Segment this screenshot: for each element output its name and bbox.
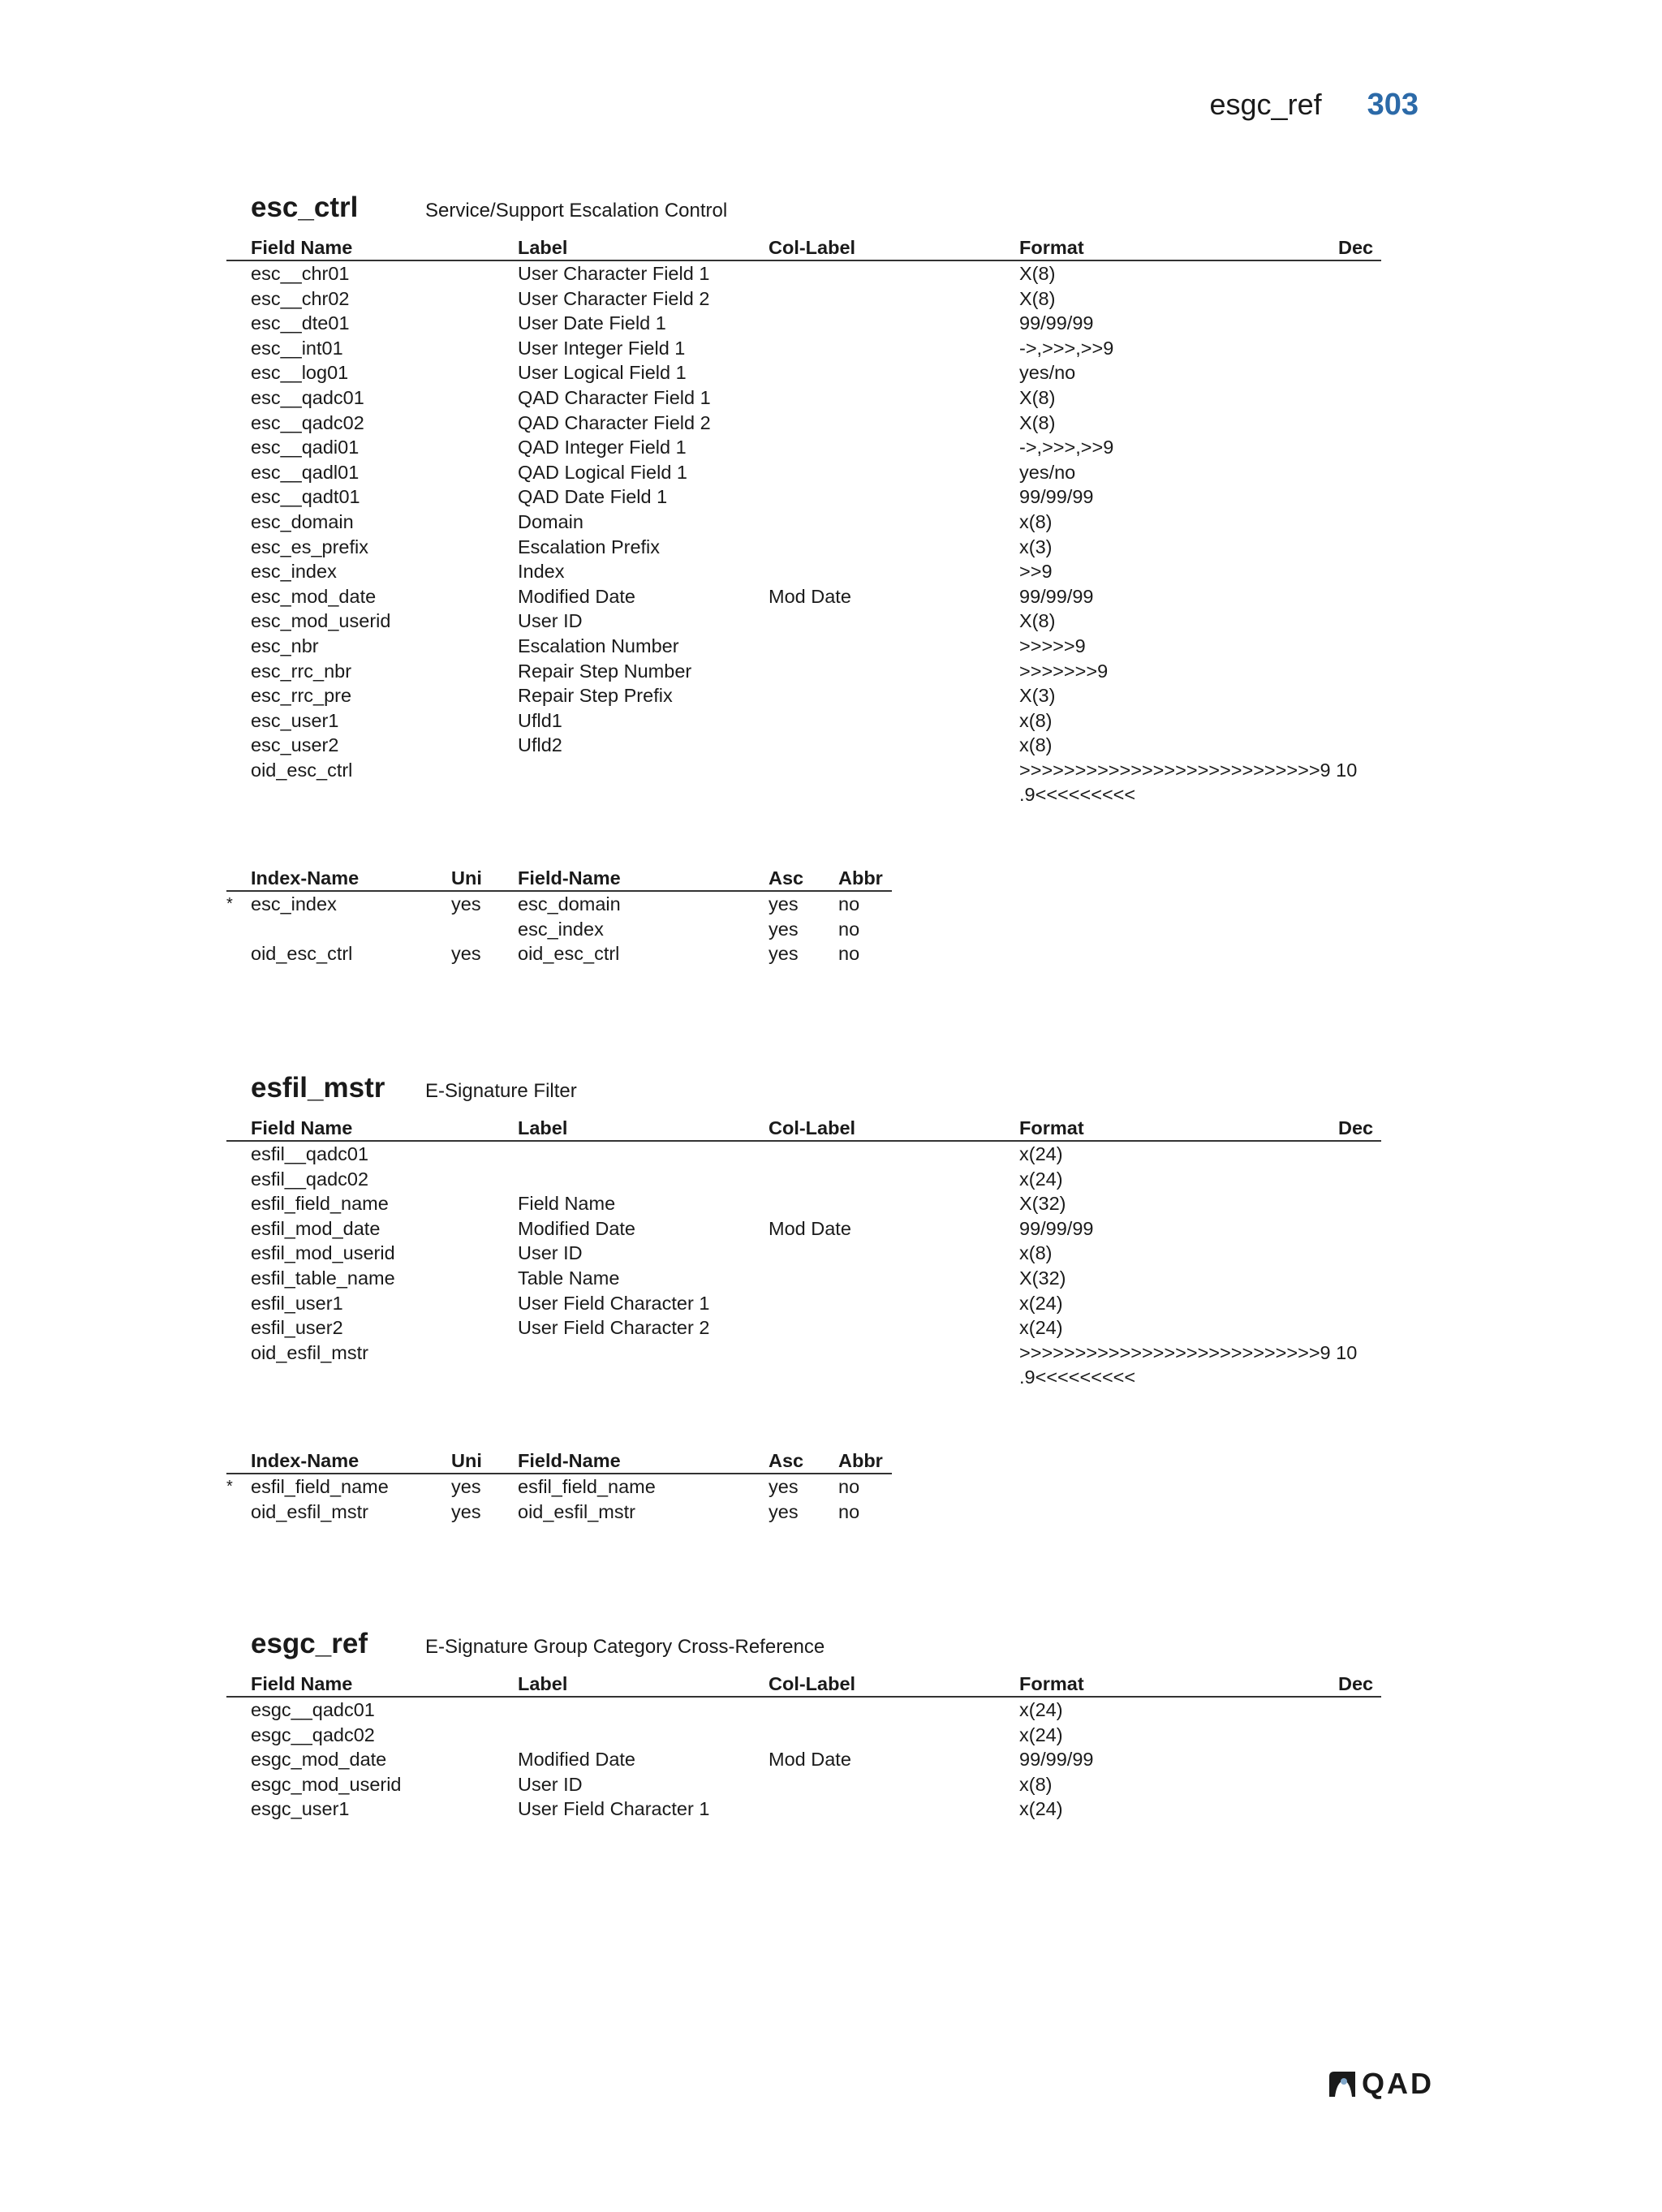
format-cell: x(8) (1019, 734, 1053, 756)
index-column-header-abbr: Abbr (838, 1449, 883, 1471)
label-cell: QAD Character Field 2 (518, 411, 711, 433)
field-name-cell: esc_user2 (251, 734, 339, 756)
index-name-cell: oid_esfil_mstr (251, 1500, 368, 1522)
label-cell: Escalation Prefix (518, 536, 661, 557)
index-table-header (226, 866, 892, 892)
label-cell: Ufld2 (518, 734, 562, 756)
table-row (226, 460, 1381, 485)
index-column-header-uni: Uni (451, 1449, 482, 1471)
index-field-cell: esfil_field_name (518, 1475, 656, 1497)
table-row (226, 758, 1381, 783)
table-row (226, 1241, 1381, 1266)
table-row (226, 1216, 1381, 1242)
field-name-cell: esc_user1 (251, 709, 339, 731)
table-heading (226, 1070, 1381, 1116)
label-cell: QAD Integer Field 1 (518, 437, 687, 458)
label-cell: User ID (518, 610, 583, 632)
index-column-header-abbr: Abbr (838, 867, 883, 889)
label-cell: User ID (518, 1773, 583, 1795)
field-name-cell: esc__qadc02 (251, 411, 364, 433)
index-name-cell: esfil_field_name (251, 1475, 389, 1497)
table-heading (226, 1626, 1381, 1672)
table-row (226, 733, 1381, 758)
label-cell: Table Name (518, 1267, 620, 1289)
field-name-cell: esc__chr01 (251, 263, 350, 284)
format-cell: X(8) (1019, 263, 1056, 284)
column-header-label: Label (518, 1117, 568, 1138)
table-row (226, 1698, 1381, 1723)
field-name-cell: esc_nbr (251, 635, 319, 656)
column-header-field-name: Field Name (251, 1673, 353, 1694)
label-cell: User Field Character 1 (518, 1292, 710, 1314)
table-row (226, 1341, 1381, 1366)
format-cell: yes/no (1019, 461, 1076, 483)
label-cell: Modified Date (518, 1217, 635, 1239)
table-row (226, 1142, 1381, 1167)
format-cell: >>>>>>>>>>>>>>>>>>>>>>>>>>>9 10 (1019, 1341, 1358, 1363)
field-name-cell: esfil_table_name (251, 1267, 395, 1289)
format-cell: .9<<<<<<<<< (1019, 784, 1136, 806)
table-row (226, 584, 1381, 609)
table-row (226, 311, 1381, 336)
label-cell: Escalation Number (518, 635, 679, 656)
index-field-cell: esc_index (518, 918, 604, 940)
index-column-header-asc: Asc (769, 867, 804, 889)
table-row (226, 385, 1381, 411)
field-table-header (226, 235, 1381, 261)
field-name-cell: esfil_mod_userid (251, 1242, 395, 1264)
format-cell: x(3) (1019, 536, 1053, 557)
table-row (226, 411, 1381, 436)
qad-logo (1328, 2068, 1434, 2100)
column-header-col-label: Col-Label (769, 1673, 856, 1694)
field-name-cell: esfil_user2 (251, 1317, 343, 1339)
table-description: Service/Support Escalation Control (425, 200, 728, 222)
label-cell: User Integer Field 1 (518, 337, 686, 359)
table-row (226, 336, 1381, 361)
ascending-cell: yes (769, 1500, 799, 1522)
index-column-header-field-name: Field-Name (518, 867, 621, 889)
format-cell: x(8) (1019, 709, 1053, 731)
abbreviated-cell: no (838, 943, 860, 965)
label-cell: User Character Field 2 (518, 287, 710, 309)
format-cell: 99/99/99 (1019, 1217, 1094, 1239)
label-cell: Modified Date (518, 1749, 635, 1771)
format-cell: X(8) (1019, 411, 1056, 433)
column-header-dec: Dec (1338, 1117, 1374, 1138)
format-cell: >>>>>>>9 (1019, 660, 1109, 682)
index-table-header (226, 1448, 892, 1474)
format-cell: >>>>>9 (1019, 635, 1086, 656)
index-table (226, 866, 892, 966)
field-name-cell: esc__int01 (251, 337, 343, 359)
index-field-cell: oid_esc_ctrl (518, 943, 620, 965)
index-name-cell: esc_index (251, 893, 337, 915)
field-name-cell: esgc__qadc02 (251, 1724, 375, 1745)
format-cell: X(8) (1019, 287, 1056, 309)
format-cell: 99/99/99 (1019, 486, 1094, 508)
ascending-cell: yes (769, 1475, 799, 1497)
field-name-cell: oid_esc_ctrl (251, 759, 353, 781)
table-row (226, 708, 1381, 734)
format-cell: X(8) (1019, 386, 1056, 408)
format-cell: X(3) (1019, 685, 1056, 707)
abbreviated-cell: no (838, 918, 860, 940)
field-name-cell: esfil__qadc01 (251, 1143, 369, 1164)
column-header-format: Format (1019, 1117, 1084, 1138)
format-cell: >>9 (1019, 561, 1053, 583)
format-cell: ->,>>>,>>9 (1019, 337, 1114, 359)
column-header-dec: Dec (1338, 237, 1374, 258)
table-description: E-Signature Filter (425, 1080, 577, 1102)
column-header-dec: Dec (1338, 1673, 1374, 1694)
label-cell: Index (518, 561, 565, 583)
table-row (226, 1167, 1381, 1192)
format-cell: x(24) (1019, 1798, 1063, 1820)
ascending-cell: yes (769, 893, 799, 915)
unique-cell: yes (451, 943, 481, 965)
label-cell: User Date Field 1 (518, 312, 666, 334)
label-cell: Ufld1 (518, 709, 562, 731)
index-row (226, 1500, 892, 1525)
index-column-header-field-name: Field-Name (518, 1449, 621, 1471)
label-cell: User Character Field 1 (518, 263, 710, 284)
index-column-header-uni: Uni (451, 867, 482, 889)
index-row (226, 941, 892, 966)
table-row (226, 484, 1381, 510)
table-row (226, 782, 1381, 807)
label-cell: QAD Date Field 1 (518, 486, 668, 508)
table-name: esc_ctrl (251, 192, 359, 223)
table-section-esfil-mstr (226, 1070, 1381, 1524)
field-name-cell: esc__log01 (251, 362, 349, 384)
table-row (226, 1191, 1381, 1216)
format-cell: x(24) (1019, 1317, 1063, 1339)
index-row (226, 917, 892, 942)
field-name-cell: esc__qadc01 (251, 386, 364, 408)
format-cell: x(24) (1019, 1699, 1063, 1720)
table-row (226, 360, 1381, 385)
field-name-cell: esgc_mod_date (251, 1749, 387, 1771)
table-row (226, 435, 1381, 460)
table-section-esc-ctrl (226, 190, 1381, 966)
format-cell: 99/99/99 (1019, 312, 1094, 334)
field-name-cell: esfil_field_name (251, 1193, 389, 1215)
primary-index-marker: * (226, 895, 233, 914)
table-row (226, 1723, 1381, 1748)
index-column-header-asc: Asc (769, 1449, 804, 1471)
column-header-field-name: Field Name (251, 237, 353, 258)
format-cell: 99/99/99 (1019, 585, 1094, 607)
table-row (226, 659, 1381, 684)
field-name-cell: esc_mod_userid (251, 610, 391, 632)
column-header-col-label: Col-Label (769, 1117, 856, 1138)
table-row (226, 535, 1381, 560)
running-header (1210, 88, 1419, 128)
field-table (226, 1116, 1381, 1390)
format-cell: x(24) (1019, 1168, 1063, 1190)
table-row (226, 286, 1381, 312)
unique-cell: yes (451, 1500, 481, 1522)
table-row (226, 1747, 1381, 1772)
table-row (226, 1266, 1381, 1291)
index-table (226, 1448, 892, 1524)
index-row (226, 892, 892, 917)
field-name-cell: esc_es_prefix (251, 536, 368, 557)
format-cell: yes/no (1019, 362, 1076, 384)
table-row (226, 261, 1381, 286)
field-name-cell: esc_domain (251, 510, 354, 532)
label-cell: User Field Character 2 (518, 1317, 710, 1339)
index-field-cell: esc_domain (518, 893, 621, 915)
field-name-cell: esc__qadl01 (251, 461, 360, 483)
format-cell: x(24) (1019, 1724, 1063, 1745)
abbreviated-cell: no (838, 1500, 860, 1522)
field-name-cell: esc__chr02 (251, 287, 350, 309)
label-cell: Field Name (518, 1193, 616, 1215)
field-name-cell: esfil__qadc02 (251, 1168, 369, 1190)
abbreviated-cell: no (838, 893, 860, 915)
format-cell: ->,>>>,>>9 (1019, 437, 1114, 458)
format-cell: >>>>>>>>>>>>>>>>>>>>>>>>>>>9 10 (1019, 759, 1358, 781)
unique-cell: yes (451, 893, 481, 915)
index-column-header-index-name: Index-Name (251, 1449, 360, 1471)
col-label-cell: Mod Date (769, 1749, 851, 1771)
field-table-header (226, 1116, 1381, 1142)
field-name-cell: esgc_mod_userid (251, 1773, 402, 1795)
field-table-header (226, 1672, 1381, 1698)
label-cell: User Field Character 1 (518, 1798, 710, 1820)
index-column-header-index-name: Index-Name (251, 867, 360, 889)
ascending-cell: yes (769, 918, 799, 940)
format-cell: X(8) (1019, 610, 1056, 632)
qad-logo-text: QAD (1362, 2067, 1434, 2100)
field-name-cell: esc_index (251, 561, 337, 583)
table-row (226, 1772, 1381, 1797)
column-header-label: Label (518, 1673, 568, 1694)
table-row (226, 609, 1381, 634)
format-cell: x(8) (1019, 510, 1053, 532)
table-section-esgc-ref (226, 1626, 1381, 1822)
field-name-cell: esc_rrc_pre (251, 685, 352, 707)
table-row (226, 1365, 1381, 1390)
field-table (226, 1672, 1381, 1822)
index-row (226, 1474, 892, 1500)
field-name-cell: esfil_user1 (251, 1292, 343, 1314)
field-name-cell: esgc__qadc01 (251, 1699, 375, 1720)
table-row (226, 683, 1381, 708)
abbreviated-cell: no (838, 1475, 860, 1497)
col-label-cell: Mod Date (769, 585, 851, 607)
unique-cell: yes (451, 1475, 481, 1497)
field-name-cell: esgc_user1 (251, 1798, 350, 1820)
format-cell: .9<<<<<<<<< (1019, 1366, 1136, 1388)
table-row (226, 1291, 1381, 1316)
page-number: 303 (1367, 88, 1419, 122)
format-cell: X(32) (1019, 1193, 1066, 1215)
field-name-cell: esc__dte01 (251, 312, 350, 334)
field-name-cell: esc_rrc_nbr (251, 660, 352, 682)
qad-logo-icon (1328, 2070, 1357, 2098)
field-name-cell: esc__qadi01 (251, 437, 360, 458)
label-cell: QAD Character Field 1 (518, 386, 711, 408)
format-cell: x(8) (1019, 1242, 1053, 1264)
column-header-format: Format (1019, 237, 1084, 258)
table-row (226, 1797, 1381, 1822)
label-cell: Modified Date (518, 585, 635, 607)
table-row (226, 510, 1381, 535)
column-header-format: Format (1019, 1673, 1084, 1694)
index-name-cell: oid_esc_ctrl (251, 943, 353, 965)
label-cell: Domain (518, 510, 583, 532)
label-cell: User Logical Field 1 (518, 362, 687, 384)
format-cell: x(24) (1019, 1292, 1063, 1314)
field-name-cell: esc__qadt01 (251, 486, 360, 508)
label-cell: Repair Step Prefix (518, 685, 673, 707)
format-cell: x(8) (1019, 1773, 1053, 1795)
primary-index-marker: * (226, 1477, 233, 1495)
field-table (226, 235, 1381, 807)
ascending-cell: yes (769, 943, 799, 965)
label-cell: Repair Step Number (518, 660, 692, 682)
format-cell: 99/99/99 (1019, 1749, 1094, 1771)
table-row (226, 559, 1381, 584)
field-name-cell: esfil_mod_date (251, 1217, 381, 1239)
column-header-field-name: Field Name (251, 1117, 353, 1138)
label-cell: QAD Logical Field 1 (518, 461, 687, 483)
field-name-cell: esc_mod_date (251, 585, 377, 607)
table-row (226, 634, 1381, 659)
column-header-col-label: Col-Label (769, 237, 856, 258)
label-cell: User ID (518, 1242, 583, 1264)
format-cell: x(24) (1019, 1143, 1063, 1164)
col-label-cell: Mod Date (769, 1217, 851, 1239)
table-row (226, 1315, 1381, 1341)
table-heading (226, 190, 1381, 235)
column-header-label: Label (518, 237, 568, 258)
table-description: E-Signature Group Category Cross-Reference (425, 1636, 825, 1658)
table-name: esgc_ref (251, 1628, 368, 1659)
field-name-cell: oid_esfil_mstr (251, 1341, 368, 1363)
index-field-cell: oid_esfil_mstr (518, 1500, 635, 1522)
table-name: esfil_mstr (251, 1072, 385, 1104)
format-cell: X(32) (1019, 1267, 1066, 1289)
running-header-title: esgc_ref (1209, 88, 1322, 121)
